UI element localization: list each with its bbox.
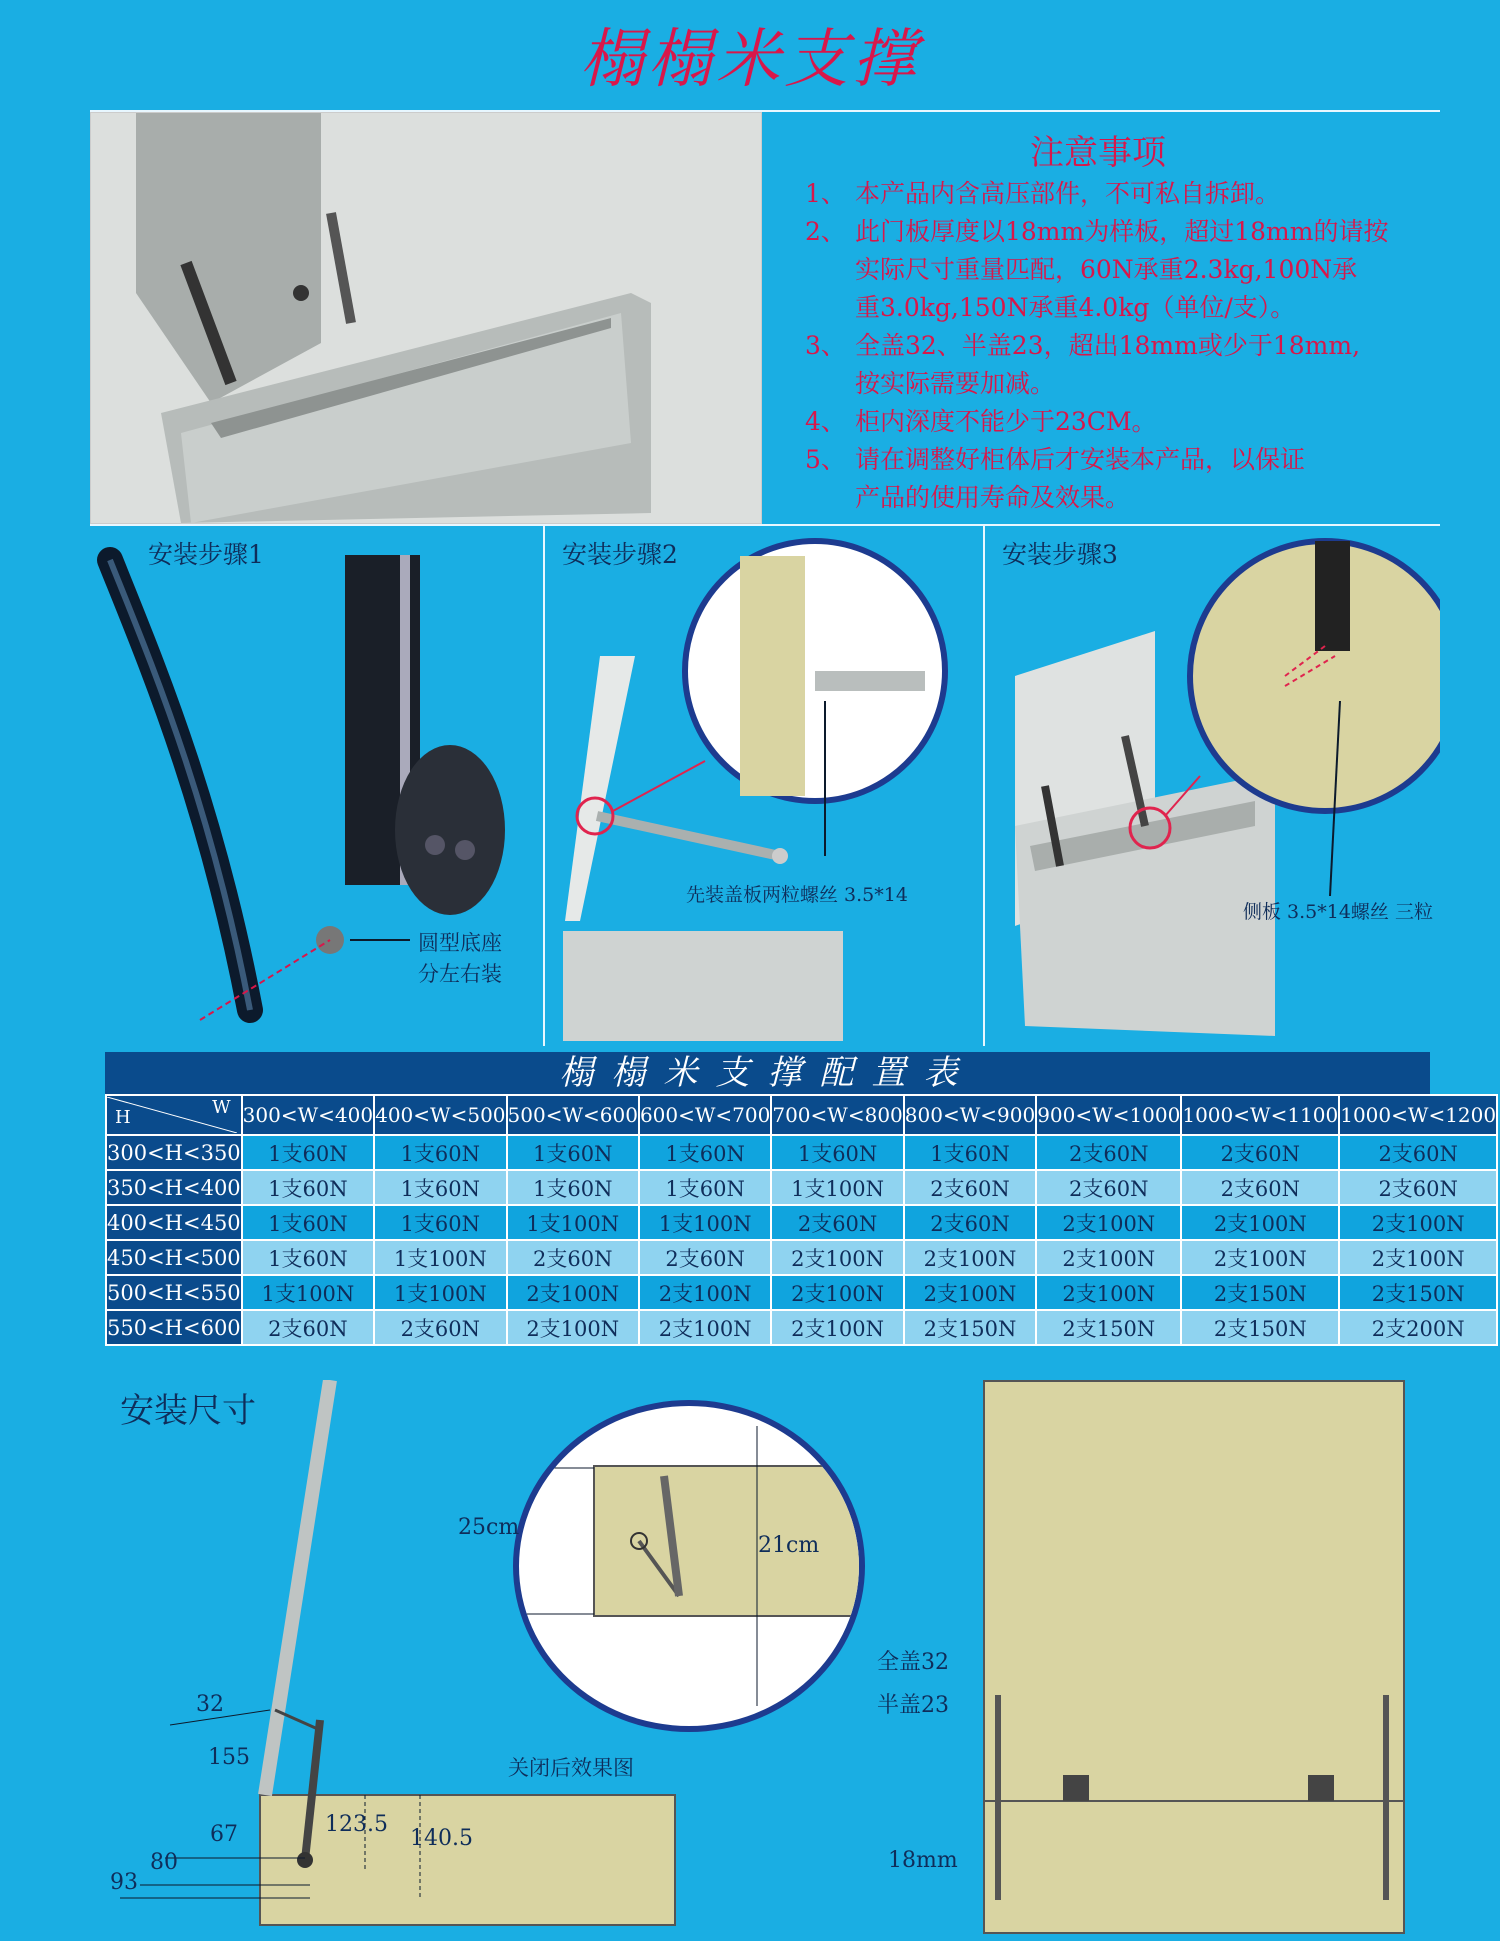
table-cell: 1支60N [771,1135,903,1170]
board-thickness-label: 18mm [888,1848,958,1873]
table-cell: 2支60N [507,1240,639,1275]
note-line: 重3.0kg,150N承重4.0kg（单位/支）。 [855,293,1296,322]
table-cell: 2支100N [771,1310,903,1345]
closed-detail-zoom [513,1400,865,1732]
dim-155: 155 [208,1745,250,1770]
table-cell: 2支150N [1181,1275,1339,1310]
step2-caption: 先装盖板两粒螺丝 3.5*14 [686,884,908,906]
page-title: 榻榻米支撑 [580,23,920,97]
dim-140-5: 140.5 [410,1826,473,1851]
row-header: 400<H<450 [106,1205,242,1240]
table-cell: 2支60N [1036,1170,1181,1205]
table-cell: 1支100N [507,1205,639,1240]
table-row [106,1135,1497,1170]
step1-caption-side: 分左右装 [418,962,502,986]
table-cell: 2支150N [1181,1310,1339,1345]
note-line: 按实际需要加减。 [855,369,1056,398]
table-cell: 2支150N [1339,1275,1497,1310]
table-cell: 1支60N [242,1170,374,1205]
note-line: 3、 全盖32、半盖23，超出18mm或少于18mm, [805,331,1361,360]
dim-80: 80 [150,1850,178,1875]
table-cell: 1支100N [374,1240,506,1275]
table-cell: 1支60N [639,1170,771,1205]
table-cell: 2支100N [1339,1205,1497,1240]
closed-effect-caption: 关闭后效果图 [508,1756,634,1780]
table-cell: 1支60N [242,1240,374,1275]
install-heading: 安装尺寸 [120,1391,256,1431]
note-line: 4、 柜内深度不能少于23CM。 [805,407,1157,436]
table-cell: 2支100N [771,1275,903,1310]
front-view-hinges [983,1690,1403,1910]
table-cell: 1支60N [374,1205,506,1240]
column-header: 900<W<1000 [1036,1095,1181,1135]
row-header: 550<H<600 [106,1310,242,1345]
table-cell: 1支60N [374,1135,506,1170]
notes-heading: 注意事项 [1030,133,1166,173]
column-header: 500<W<600 [507,1095,639,1135]
table-cell: 2支60N [904,1170,1036,1205]
table-title: 榻榻米支撑配置表 [105,1052,1430,1094]
table-row [106,1170,1497,1205]
table-cell: 2支100N [639,1310,771,1345]
step2-label: 安装步骤2 [562,540,678,569]
table-cell: 2支100N [507,1275,639,1310]
column-header: 1000<W<1200 [1339,1095,1497,1135]
corner-cell: H W [106,1095,242,1135]
table-cell: 1支60N [507,1135,639,1170]
table-row [106,1310,1497,1345]
row-header: 300<H<350 [106,1135,242,1170]
table-cell: 1支60N [507,1170,639,1205]
note-line: 2、 此门板厚度以18mm为样板，超过18mm的请按 [805,217,1389,246]
table-row [106,1205,1497,1240]
full-cover-label: 全盖32 [877,1650,949,1675]
dim-32: 32 [196,1692,224,1717]
step3-caption: 侧板 3.5*14螺丝 三粒 [1243,901,1433,923]
config-table [105,1094,1498,1346]
table-cell: 2支60N [904,1205,1036,1240]
note-line: 实际尺寸重量匹配，60N承重2.3kg,100N承 [855,255,1358,284]
table-cell: 1支100N [639,1205,771,1240]
table-cell: 2支100N [1036,1275,1181,1310]
note-line: 1、 本产品内含高压部件，不可私自拆卸。 [805,179,1281,208]
table-cell: 2支100N [904,1240,1036,1275]
step3-illustration [985,526,1440,1046]
table-row [106,1275,1497,1310]
column-header: 400<W<500 [374,1095,506,1135]
row-header: 500<H<550 [106,1275,242,1310]
note-line: 产品的使用寿命及效果。 [855,483,1131,512]
table-header-row [106,1095,1497,1135]
table-cell: 2支200N [1339,1310,1497,1345]
half-cover-label: 半盖23 [877,1693,949,1718]
table-cell: 2支60N [639,1240,771,1275]
step1-caption-base: 圆型底座 [418,931,502,955]
table-cell: 2支150N [904,1310,1036,1345]
table-cell: 2支100N [1181,1205,1339,1240]
column-header: 600<W<700 [639,1095,771,1135]
table-cell: 2支60N [242,1310,374,1345]
zoom-dim-21: 21cm [758,1533,820,1558]
table-cell: 2支100N [771,1240,903,1275]
table-cell: 2支100N [507,1310,639,1345]
table-cell: 2支100N [1339,1240,1497,1275]
column-header: 300<W<400 [242,1095,374,1135]
table-cell: 2支100N [1036,1205,1181,1240]
table-cell: 2支100N [639,1275,771,1310]
table-cell: 2支60N [374,1310,506,1345]
table-cell: 1支100N [771,1170,903,1205]
step2-illustration [545,526,981,1046]
row-header: 350<H<400 [106,1170,242,1205]
note-line: 5、 请在调整好柜体后才安装本产品，以保证 [805,445,1306,474]
product-photo [90,112,762,524]
table-cell: 1支60N [242,1135,374,1170]
table-cell: 2支60N [1181,1170,1339,1205]
table-cell: 2支60N [771,1205,903,1240]
step1-label: 安装步骤1 [148,540,264,569]
table-cell: 1支60N [639,1135,771,1170]
dim-123-5: 123.5 [325,1812,388,1837]
table-row [106,1240,1497,1275]
column-header: 1000<W<1100 [1181,1095,1339,1135]
notes-list [805,175,1425,517]
table-cell: 1支100N [374,1275,506,1310]
zoom-dim-25: 25cm [458,1515,520,1540]
table-cell: 2支60N [1339,1135,1497,1170]
table-cell: 2支100N [904,1275,1036,1310]
table-cell: 2支150N [1036,1310,1181,1345]
table-cell: 2支60N [1339,1170,1497,1205]
column-header: 700<W<800 [771,1095,903,1135]
table-cell: 1支60N [374,1170,506,1205]
table-cell: 2支60N [1181,1135,1339,1170]
column-header: 800<W<900 [904,1095,1036,1135]
row-header: 450<H<500 [106,1240,242,1275]
table-cell: 1支100N [242,1275,374,1310]
table-cell: 2支100N [1181,1240,1339,1275]
dim-67: 67 [210,1822,238,1847]
dim-93: 93 [110,1870,138,1895]
table-cell: 1支60N [242,1205,374,1240]
table-cell: 2支60N [1036,1135,1181,1170]
table-cell: 1支60N [904,1135,1036,1170]
step3-label: 安装步骤3 [1002,540,1118,569]
table-cell: 2支100N [1036,1240,1181,1275]
